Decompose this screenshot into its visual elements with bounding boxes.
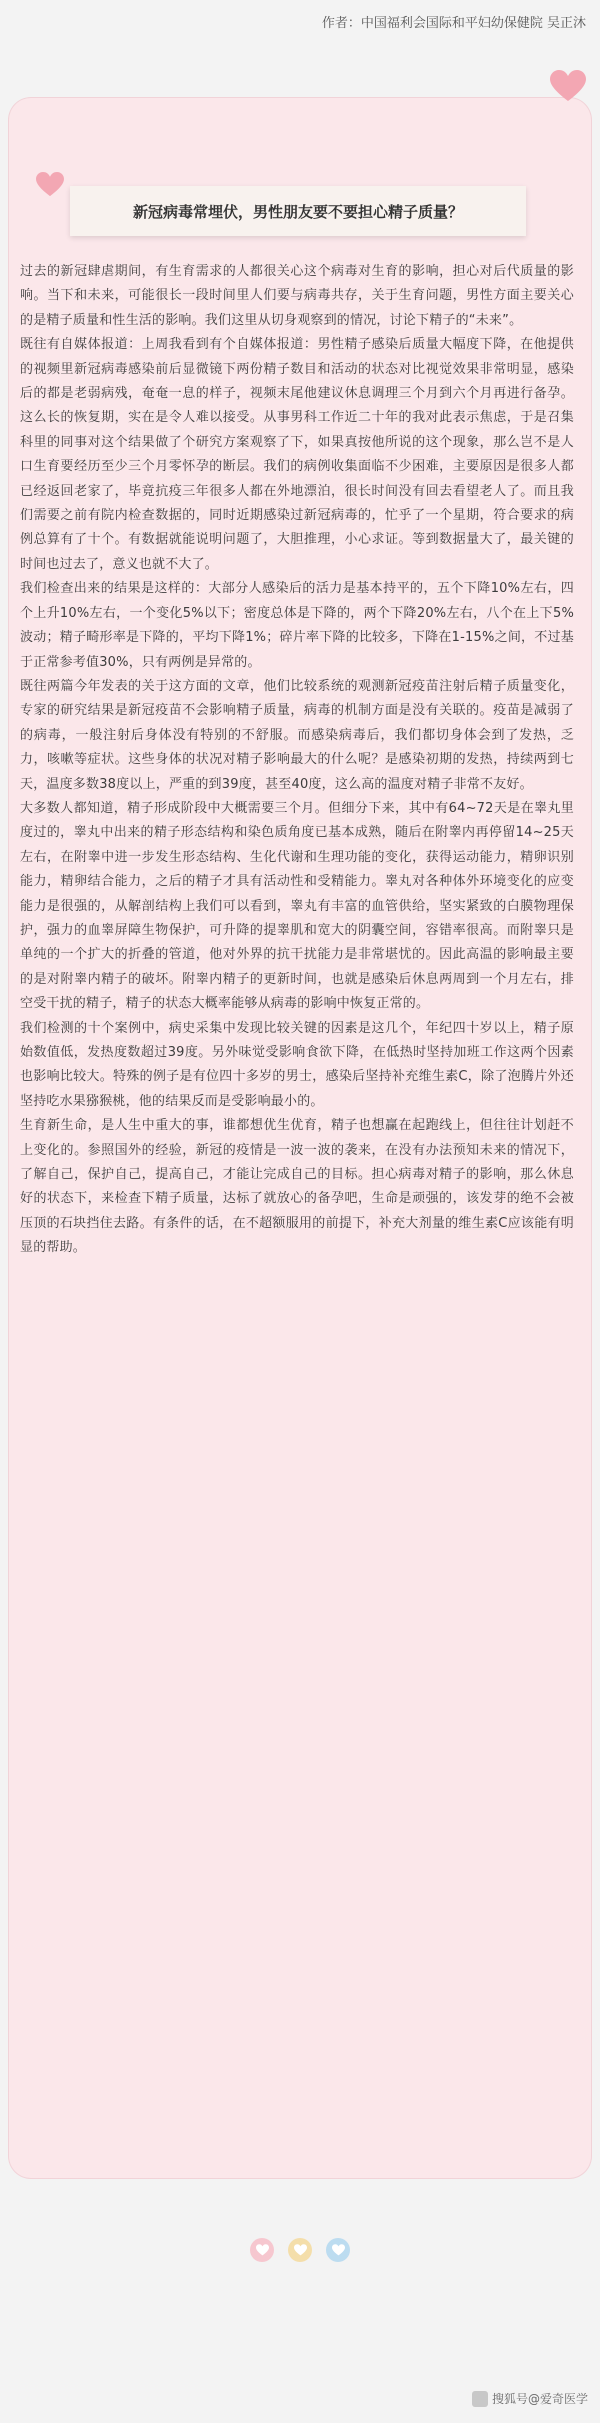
paragraph: 过去的新冠肆虐期间，有生育需求的人都很关心这个病毒对生育的影响，担心对后代质量的影响。当下和未来，可能很长一段时间里人们要与病毒共存，关于生育问题，男性方面主要关心的是精子质量和性生活的影响。我们这里从切身观察到的情况，讨论下精子的“未来”。 [20, 264, 574, 328]
paragraph: 我们检测的十个案例中，病史采集中发现比较关键的因素是这几个，年纪四十岁以上，精子原始数值低，发热度数超过39度。另外味觉受影响食欲下降，在低热时坚持加班工作这两个因素也影响比较大。特殊的例子是有位四十多岁的男士，感染后坚持补充维生素C，除了泡腾片外还坚持吃水果猕猴桃，他的结果反而是受影响最小的。 [20, 1020, 574, 1109]
article-body [20, 260, 574, 1261]
paragraph: 既往两篇今年发表的关于这方面的文章，他们比较系统的观测新冠疫苗注射后精子质量变化，专家的研究结果是新冠疫苗不会影响精子质量，病毒的机制方面是没有关联的。疫苗是减弱了的病毒，一般注射后身体没有特别的不舒服。而感染病毒后，我们都切身体会到了发热，乏力，咳嗽等症状。这些身体的状况对精子影响最大的什么呢？是感染初期的发热，持续两到七天，温度多数38度以上，严重的到39度，甚至40度，这么高的温度对精子非常不友好。 [20, 678, 574, 792]
heart-icon [294, 2244, 307, 2256]
decorative-dots [0, 2238, 600, 2262]
title-box [70, 186, 526, 236]
paragraph: 我们检查出来的结果是这样的：大部分人感染后的活力是基本持平的，五个下降10%左右，四个上升10%左右，一个变化5%以下；密度总体是下降的，两个下降20%左右，八个在上下5%波动；精子畸形率是下降的，平均下降1%；碎片率下降的比较多，下降在1-15%之间，不过基于正常参考值30%，只有两例是异常的。 [20, 581, 574, 670]
heart-dot-blue [326, 2238, 350, 2262]
watermark-text: 搜狐号@爱奇医学 [491, 2392, 588, 2406]
paragraph: 大多数人都知道，精子形成阶段中大概需要三个月。但细分下来，其中有64~72天是在睾丸里度过的，睾丸中出来的精子形态结构和染色质角度已基本成熟，随后在附睾内再停留14~25天左右，在附睾中进一步发生形态结构、生化代谢和生理功能的变化，获得运动能力，精卵识别能力，精卵结合能力，之后的精子才具有活动性和受精能力。睾丸对各种体外环境变化的应变能力是很强的，从解剖结构上我们可以看到，睾丸有丰富的血管供给，坚实紧致的白膜物理保护，强力的血睾屏障生物保护，可升降的提睾肌和宽大的阴囊空间，容错率很高。而附睾只是单纯的一个扩大的折叠的管道，他对外界的抗干扰能力是非常堪忧的。因此高温的影响最主要的是对附睾内精子的破坏。附睾内精子的更新时间，也就是感染后休息两周到一个月左右，排空受干扰的精子，精子的状态大概率能够从病毒的影响中恢复正常的。 [20, 800, 574, 1012]
paragraph: 生育新生命，是人生中重大的事，谁都想优生优育，精子也想赢在起跑线上，但往往计划赶不上变化的。参照国外的经验，新冠的疫情是一波一波的袭来，在没有办法预知未来的情况下，了解自己，保护自己，提高自己，才能让完成自己的目标。担心病毒对精子的影响，那么休息好的状态下，来检查下精子质量，达标了就放心的备孕吧，生命是顽强的，该发芽的绝不会被压顶的石块挡住去路。有条件的话，在不超额服用的前提下，补充大剂量的维生素C应该能有明显的帮助。 [20, 1118, 574, 1256]
article-title: 新冠病毒常埋伏，男性朋友要不要担心精子质量？ [132, 202, 463, 221]
watermark [472, 2390, 588, 2407]
heart-icon [256, 2244, 269, 2256]
sohu-logo-icon [472, 2391, 488, 2407]
heart-icon [550, 70, 586, 102]
heart-dot-yellow [288, 2238, 312, 2262]
paragraph: 既往有自媒体报道：上周我看到有个自媒体报道：男性精子感染后质量大幅度下降，在他提供的视频里新冠病毒感染前后显微镜下两份精子数目和活动的状态对比视觉效果非常明显，感染后的都是老弱病残，奄奄一息的样子，视频末尾他建议休息调理三个月到六个月再进行备孕。这么长的恢复期，实在是令人难以接受。从事男科工作近二十年的我对此表示焦虑，于是召集科里的同事对这个结果做了个研究方案观察了下，如果真按他所说的这个现象，那么岂不是人口生育要经历至少三个月零怀孕的断层。我们的病例收集面临不少困难，主要原因是很多人都已经返回老家了，毕竟抗疫三年很多人都在外地漂泊，很长时间没有回去看望老人了。而且我们需要之前有院内检查数据的，同时近期感染过新冠病毒的，忙乎了一个星期，符合要求的病例总算有了十个。有数据就能说明问题了，大胆推理，小心求证。等到数据量大了，最关键的时间也过去了，意义也就不大了。 [20, 337, 574, 572]
heart-icon [332, 2244, 345, 2256]
author-line: 作者：中国福利会国际和平妇幼保健院 吴正沐 [321, 16, 586, 31]
heart-dot-pink [250, 2238, 274, 2262]
heart-icon [36, 172, 64, 197]
